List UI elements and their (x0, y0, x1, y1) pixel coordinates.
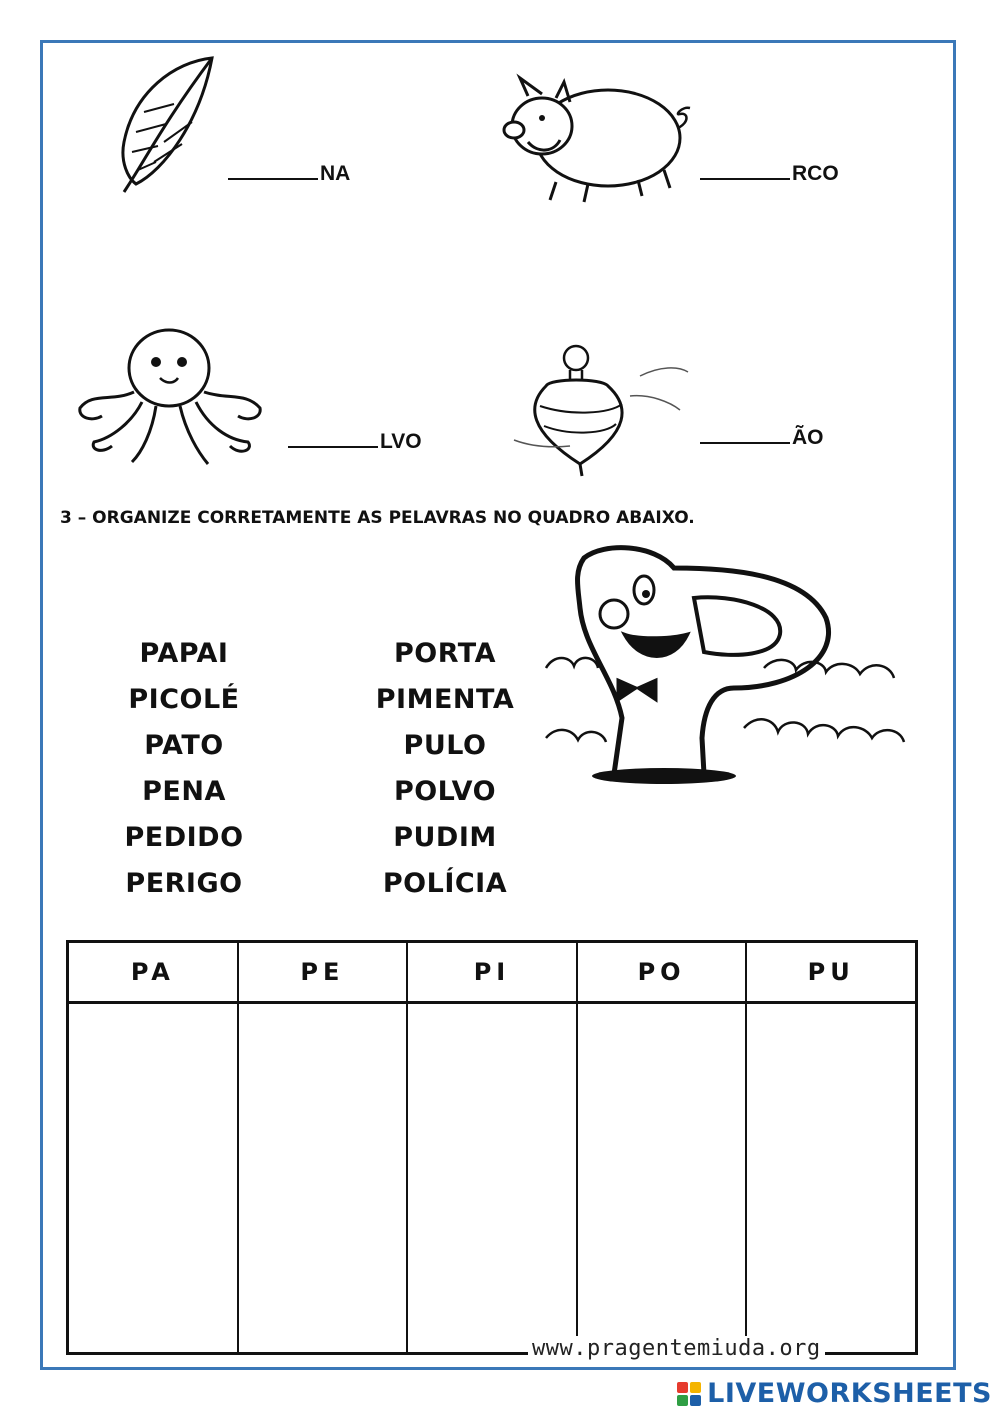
column-pi (408, 943, 578, 1352)
word-item: PEDIDO (124, 822, 244, 853)
pig-icon (498, 72, 694, 206)
word-item: POLVO (393, 776, 497, 807)
column-header: PO (578, 943, 746, 1004)
blank-word-ao[interactable]: ÃO (700, 424, 824, 450)
answer-cell[interactable] (69, 1004, 237, 1352)
answer-cell[interactable] (747, 1004, 915, 1352)
word-item: POLÍCIA (382, 868, 508, 899)
octopus-icon (72, 322, 266, 472)
column-pa (69, 943, 239, 1352)
word-item: PENA (142, 776, 226, 807)
word-item: PUDIM (393, 822, 497, 853)
column-header: PU (747, 943, 915, 1004)
letter-p-character-icon (544, 538, 908, 786)
spinning-top-icon (510, 336, 692, 478)
answer-line[interactable] (228, 160, 318, 180)
question-title: 3 – ORGANIZE CORRETAMENTE AS PELAVRAS NO QUADRO ABAIXO. (60, 508, 695, 528)
word-item: PICOLÉ (128, 684, 240, 715)
blank-word-lvo[interactable]: LVO (288, 428, 422, 454)
column-pu (747, 943, 915, 1352)
answer-cell[interactable] (239, 1004, 407, 1352)
answer-line[interactable] (700, 160, 790, 180)
answer-cell[interactable] (578, 1004, 746, 1352)
column-header: PI (408, 943, 576, 1004)
word-list-right (345, 638, 545, 914)
column-header: PE (239, 943, 407, 1004)
brand[interactable] (677, 1378, 992, 1409)
word-item: PIMENTA (375, 684, 515, 715)
word-item: PATO (144, 730, 224, 761)
blank-word-na[interactable]: NA (228, 160, 350, 186)
blank-word-rco[interactable]: RCO (700, 160, 839, 186)
column-header: PA (69, 943, 237, 1004)
answer-cell[interactable] (408, 1004, 576, 1352)
word-item: PERIGO (125, 868, 243, 899)
website-url: www.pragentemiuda.org (528, 1336, 825, 1361)
word-item: PULO (403, 730, 487, 761)
answer-line[interactable] (288, 428, 378, 448)
word-item: PORTA (393, 638, 497, 669)
feather-icon (104, 52, 216, 200)
word-list-left (84, 638, 284, 914)
answer-line[interactable] (700, 424, 790, 444)
column-po (578, 943, 748, 1352)
syllable-table (66, 940, 918, 1355)
word-item: PAPAI (139, 638, 229, 669)
column-pe (239, 943, 409, 1352)
liveworksheets-logo-icon (677, 1382, 701, 1406)
brand-name: LIVEWORKSHEETS (707, 1378, 992, 1409)
